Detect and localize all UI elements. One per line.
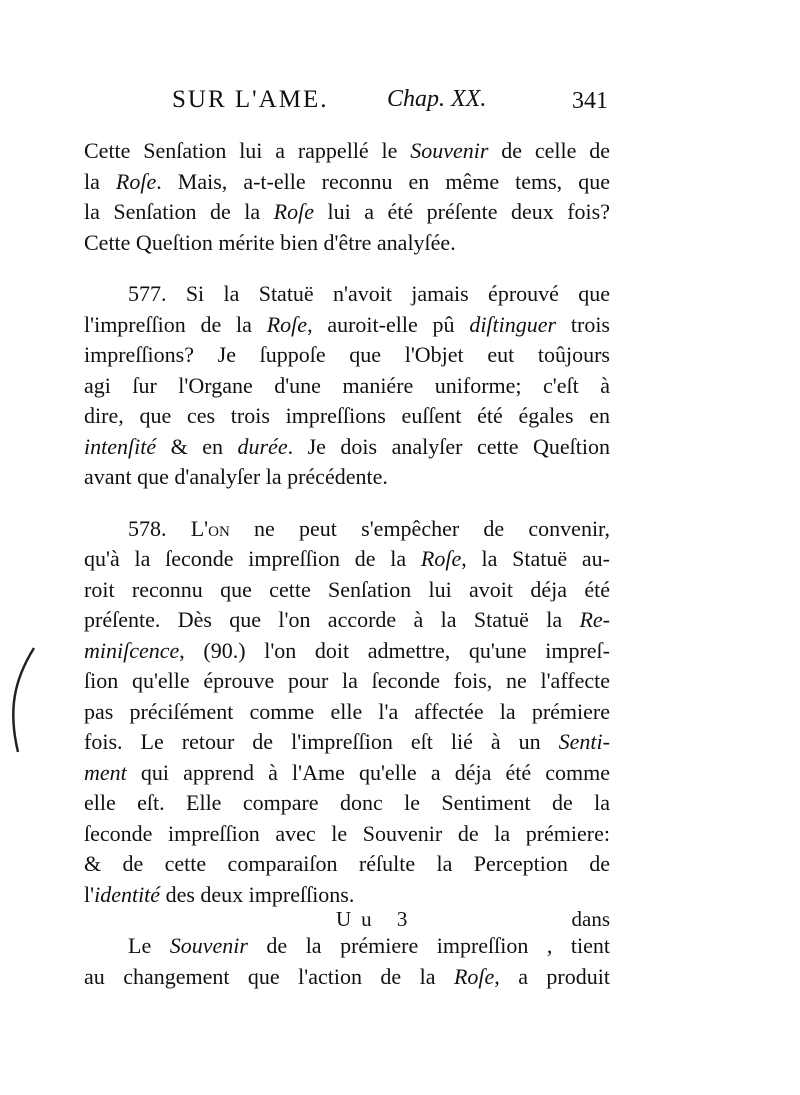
text-line: ſion qu'elle éprouve pour la ſeconde fois, ne l'affecte [84,668,610,693]
text-line: préſente. Dès que l'on accorde à la Statuë la Re- [84,607,610,632]
text-line: ſeconde impreſſion avec le Souvenir de la prémiere: [84,820,610,846]
text-line: dire, que ces trois impreſſions euſſent été égales en [84,403,610,428]
running-title: SUR L'AME. [172,86,329,113]
text-line: l'identité des deux impreſſions. [84,881,355,907]
paragraph-577 [84,279,610,493]
paragraph-number: 578. [128,515,167,541]
text-line: pas préciſément comme elle l'a affectée la prémiere [84,698,610,724]
signature-mark: Uu 3 [336,907,418,931]
text-line: au changement que l'action de la Roſe, a produit [84,963,610,989]
running-header [172,86,612,126]
page-body [84,136,610,992]
text-line: l'impreſſion de la Roſe, auroit-elle pû diſtinguer trois [84,311,610,337]
paragraph-number: 577. [128,281,167,306]
text-line: 578. L'on ne peut s'empêcher de convenir, [128,515,610,541]
paragraph-souvenir [84,931,610,992]
catchword: dans [571,907,610,931]
text-line: roit reconnu que cette Senſation lui avoit déja été [84,576,610,602]
text-line: impreſſions? Je ſuppoſe que l'Objet eut toûjours [84,342,610,367]
chapter-label: Chap. XX. [387,86,487,112]
text-line: & de cette comparaiſon réſulte la Perception de [84,851,610,876]
text-line: intenſité & en durée. Je dois analyſer cette Queſtion [84,433,610,459]
text-line: Cette Senſation lui a rappellé le Souvenir de celle de [84,138,610,163]
text-line: agi ſur l'Organe d'une maniére uniforme; c'eſt à [84,372,610,398]
page-footer [84,907,610,937]
paragraph-578 [84,514,610,911]
text-line: elle eſt. Elle compare donc le Sentiment de la [84,790,610,815]
text-line: la Senſation de la Roſe lui a été préſente deux fois? [84,199,610,224]
text-line: ment qui apprend à l'Ame qu'elle a déja été comme [84,759,610,785]
text-line: Cette Queſtion mérite bien d'être analyſée. [84,229,456,255]
page-number: 341 [572,88,608,114]
paragraph-continuation [84,136,610,258]
text-line: la Roſe. Mais, a-t-elle reconnu en même tems, que [84,168,610,194]
text-line: avant que d'analyſer la précédente. [84,464,388,489]
text-line: fois. Le retour de l'impreſſion eſt lié à un Senti- [84,729,610,754]
text-line: Le Souvenir de la prémiere impreſſion , tient [128,933,611,958]
text-line: 577. Si la Statuë n'avoit jamais éprouvé que [128,281,610,306]
margin-bracket-mark [0,640,40,760]
text-line: qu'à la ſeconde impreſſion de la Roſe, la Statuë au- [84,546,610,571]
text-line: miniſcence, (90.) l'on doit admettre, qu'une impreſ- [84,637,610,663]
